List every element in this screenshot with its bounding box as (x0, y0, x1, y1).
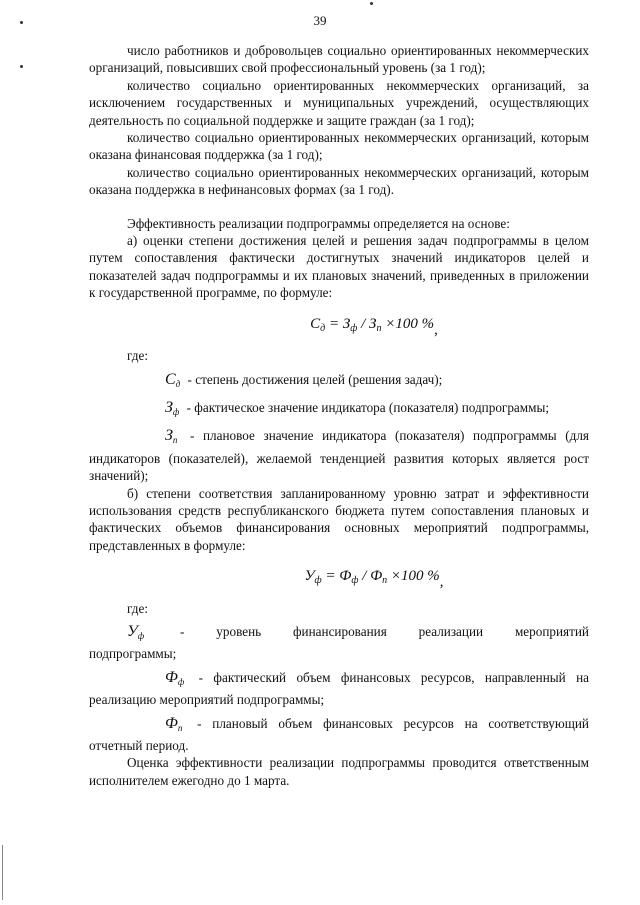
formula-cd: $С_д = З_ф / З_п \times 100$ %, (310, 315, 438, 338)
spacer (89, 199, 589, 215)
paragraph: количество социально ориентированных некоммерческих организаций, которым оказана финансовая поддержка (за 1 год); (89, 130, 589, 163)
where-label: где: (127, 348, 148, 364)
scan-mark (370, 2, 373, 5)
formula-uf: $У_ф = Ф_ф / Ф_п \times 100$ %, (304, 568, 444, 591)
symbol-fp: $Ф_п$ (165, 714, 183, 733)
scan-edge (2, 845, 3, 900)
where-label: где: (127, 600, 148, 616)
paragraph: количество социально ориентированных некоммерческих организаций, за исключением государственных и муниципальных учреждений, осуществляющих деятельность по социальной поддержке и защите граждан (за 1 год); (89, 77, 589, 128)
definition-uf: $У_ф$ - уровень финансирования реализации мероприятий (89, 623, 589, 645)
document-body (89, 42, 589, 789)
paragraph: количество социально ориентированных некоммерческих организаций, которым оказана поддержка в нефинансовых формах (за 1 год). (89, 164, 589, 198)
definition-zp: $З_п$ - плановое значение индикатора (показателя) подпрограммы (для индикаторов (показателей), желаемой тенденцией развития которых является рост значений); (89, 427, 589, 484)
definition-cd: $С_д$ - степень достижения целей (решения задач); (89, 371, 589, 393)
definition-ff: $Ф_ф$ - фактический объем финансовых ресурсов, направленный на реализацию мероприятий подпрограммы; (89, 668, 589, 708)
paragraph: а) оценки степени достижения целей и решения задач подпрограммы в целом путем сопоставления фактически достигнутых значений индикаторов целей и показателей задач подпрограммы и их плановых значений, приведенных в приложении к государственной программе, по формуле: (89, 233, 589, 301)
symbol-ff: $Ф_ф$ (165, 668, 185, 687)
definition-zf: $З_ф$ - фактическое значение индикатора (показателя) подпрограммы; (89, 399, 589, 421)
scan-mark (20, 65, 23, 68)
paragraph: Эффективность реализации подпрограммы определяется на основе: (127, 215, 510, 231)
symbol-zp: $З_п$ (165, 427, 178, 446)
page-number: 39 (313, 13, 327, 28)
symbol-zf: $З_ф$ (165, 398, 180, 417)
paragraph: Оценка эффективности реализации подпрограммы проводится ответственным исполнителем ежегодно до 1 марта. (89, 755, 589, 788)
paragraph: число работников и добровольцев социально ориентированных некоммерческих организаций, повысивших свой профессиональный уровень (за 1 год); (89, 43, 589, 76)
definition-fp: $Ф_п$ - плановый объем финансовых ресурсов на соответствующий отчетный период. (89, 714, 589, 753)
symbol-uf: $У_ф$ (127, 622, 145, 641)
definition-uf-continued: подпрограммы; (89, 646, 177, 662)
paragraph: б) степени соответствия запланированному уровню затрат и эффективности использования средств республиканского бюджета путем сопоставления плановых и фактических объемов финансирования основных мероприятий подпрограммы, представленных в формуле: (89, 485, 589, 553)
symbol-cd: $С_д$ (165, 370, 181, 389)
